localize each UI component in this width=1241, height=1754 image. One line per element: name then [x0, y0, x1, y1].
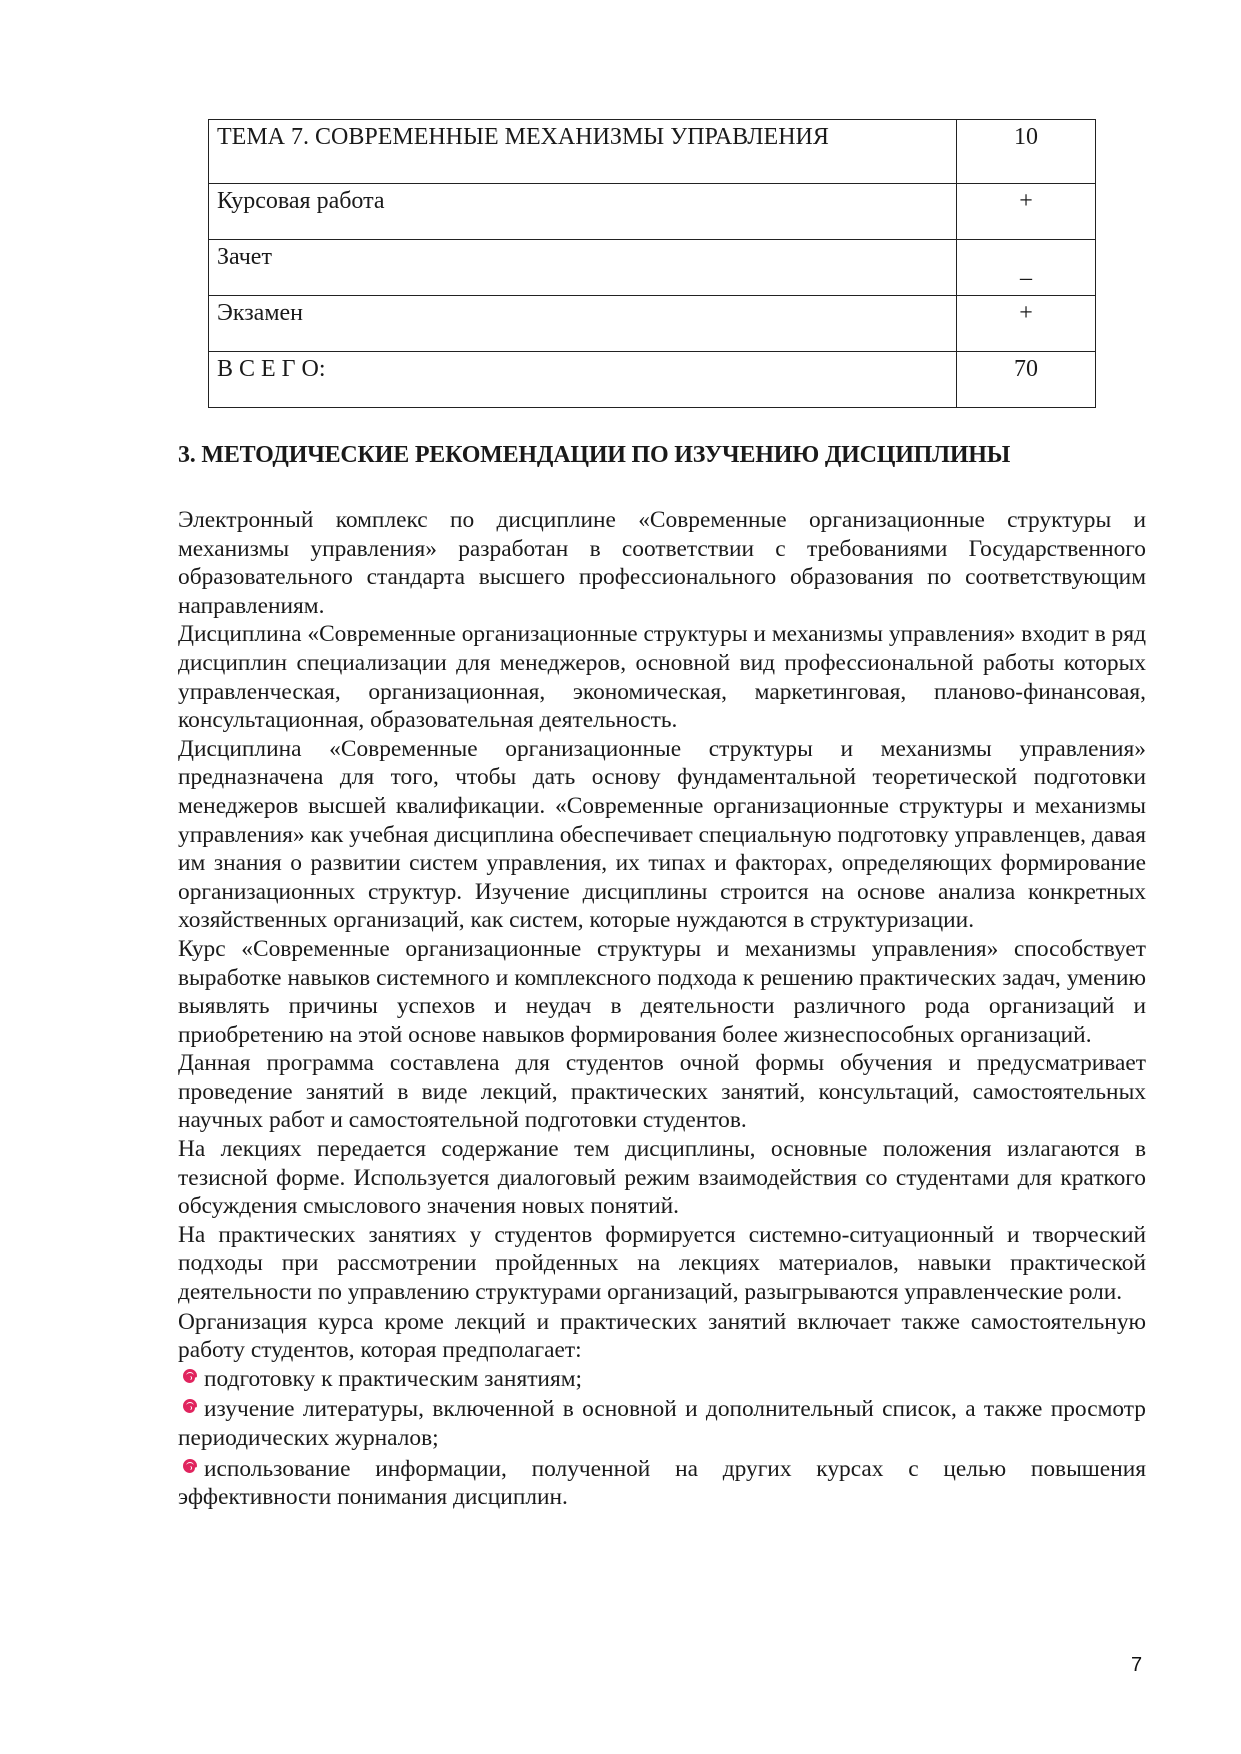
table-cell-value: 10 — [957, 120, 1096, 184]
table-cell-label: Курсовая работа — [209, 184, 957, 240]
table-cell-value: + — [957, 296, 1096, 352]
list-item — [178, 1455, 1146, 1512]
table-row — [209, 184, 1096, 240]
table-cell-label: ТЕМА 7. СОВРЕМЕННЫЕ МЕХАНИЗМЫ УПРАВЛЕНИЯ — [209, 120, 957, 184]
table-cell-value: + — [957, 184, 1096, 240]
table-cell-label: В С Е Г О: — [209, 352, 957, 408]
list-item-text: подготовку к практическим занятиям; — [204, 1365, 583, 1392]
list-item — [178, 1395, 1146, 1452]
list-item-text: использование информации, полученной на других курсах с целью повышения эффективности понимания дисциплин. — [178, 1455, 1146, 1511]
bullet-list — [178, 1365, 1146, 1512]
hours-table — [208, 119, 1096, 408]
table-row — [209, 240, 1096, 296]
paragraph: На лекциях передается содержание тем дисциплины, основные положения излагаются в тезисной форме. Используется диалоговый режим взаимодействия со студентами для краткого обсуждения смыслового значения новых понятий. — [178, 1136, 1146, 1220]
table-cell-value: _ — [957, 240, 1096, 296]
section-heading: 3. МЕТОДИЧЕСКИЕ РЕКОМЕНДАЦИИ ПО ИЗУЧЕНИЮ ДИСЦИПЛИНЫ — [178, 442, 1011, 468]
table-row — [209, 296, 1096, 352]
paragraph: Дисциплина «Современные организационные структуры и механизмы управления» входит в ряд дисциплин специализации для менеджеров, основной вид профессиональной работы которых управленческая, организационная, экономическая, маркетинговая, планово-финансовая, консультационная, образовательная деятельность. — [178, 621, 1146, 734]
swirl-bullet-icon — [178, 1458, 198, 1478]
page-number: 7 — [1131, 1654, 1143, 1676]
paragraph: Организация курса кроме лекций и практических занятий включает также самостоятельную работу студентов, которая предполагает: — [178, 1308, 1146, 1364]
paragraph: Электронный комплекс по дисциплине «Современные организационные структуры и механизмы управления» разработан в соответствии с требованиями Государственного образовательного стандарта высшего профессионального образования по соответствующим направлениям. — [178, 507, 1146, 619]
section-body — [178, 506, 1146, 1512]
list-item-text: изучение литературы, включенной в основной и дополнительный список, а также просмотр периодических журналов; — [178, 1396, 1146, 1451]
paragraph: Данная программа составлена для студентов очной формы обучения и предусматривает проведение занятий в виде лекций, практических занятий, консультаций, самостоятельных научных работ и самостоятельной подготовки студентов. — [178, 1050, 1146, 1134]
table-cell-label: Зачет — [209, 240, 957, 296]
list-item — [178, 1365, 1146, 1394]
table-cell-value: 70 — [957, 352, 1096, 408]
swirl-bullet-icon — [178, 1398, 198, 1418]
swirl-bullet-icon — [178, 1368, 198, 1388]
table-row — [209, 352, 1096, 408]
paragraph: Курс «Современные организационные структуры и механизмы управления» способствует выработке навыков системного и комплексного подхода к решению практических задач, умению выявлять причины успехов и неудач в деятельности различного рода организаций и приобретению на этой основе навыков формирования более жизнеспособных организаций. — [178, 935, 1146, 1048]
table-row — [209, 120, 1096, 184]
paragraph: Дисциплина «Современные организационные структуры и механизмы управления» предназначена для того, чтобы дать основу фундаментальной теоретической подготовки менеджеров высшей квалификации. «Современные организационные структуры и механизмы управления» как учебная дисциплина обеспечивает специальную подготовку управленцев, давая им знания о развитии систем управления, их типах и факторах, определяющих формирование организационных структур. Изучение дисциплины строится на основе анализа конкретных хозяйственных организаций, как систем, которые нуждаются в структуризации. — [178, 735, 1146, 934]
paragraph: На практических занятиях у студентов формируется системно-ситуационный и творческий подходы при рассмотрении пройденных на лекциях материалов, навыки практической деятельности по управлению структурами организаций, разыгрываются управленческие роли. — [178, 1221, 1146, 1306]
table-cell-label: Экзамен — [209, 296, 957, 352]
